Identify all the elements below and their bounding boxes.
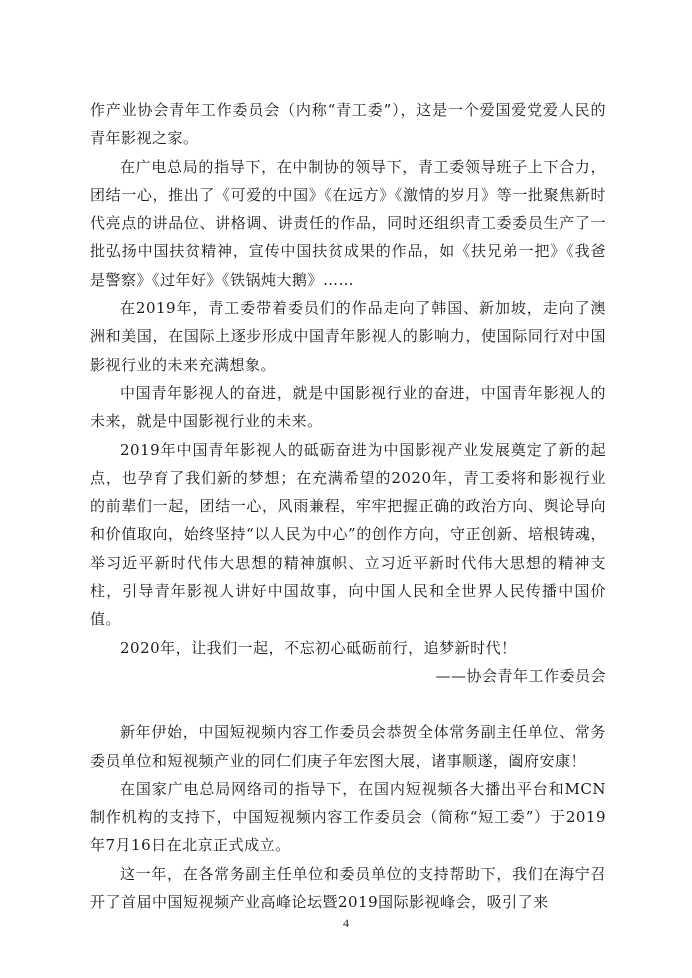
paragraph-youth-progress: 中国青年影视人的奋进，就是中国影视行业的奋进，中国青年影视人的未来，就是中国影视行业的未来。 (90, 383, 606, 431)
paragraph-2020-call: 2020年，让我们一起，不忘初心砥砺前行，追梦新时代！ (120, 638, 517, 657)
page-number: 4 (343, 916, 349, 930)
paragraph-2019-international: 在2019年，青工委带着委员们的作品走向了韩国、新加坡，走向了澳洲和美国，在国际上逐步形成中国青年影视人的影响力，使国际同行对中国影视行业的未来充满想象。 (90, 299, 606, 374)
signature-youth-committee: ——协会青年工作委员会 (435, 666, 606, 685)
page-content (90, 96, 606, 916)
paragraph-this-year: 这一年，在各常务副主任单位和委员单位的支持帮助下，我们在海宁召开了首届中国短视频产业高峰论坛暨2019国际影视峰会，吸引了来 (90, 864, 606, 912)
paragraph-guidance: 在广电总局的指导下，在中制协的领导下，青工委领导班子上下合力，团结一心，推出了《可爱的中国》《在远方》《激情的岁月》等一批聚焦新时代亮点的讲品位、讲格调、讲责任的作品，同时还组织青工委委员生产了一批弘扬中国扶贫精神，宣传中国扶贫成果的作品，如《扶兄弟一把》《我爸是警察》《过年好》《铁锅炖大鹅》…… (90, 157, 606, 289)
paragraph-founding: 在国家广电总局网络司的指导下，在国内短视频各大播出平台和MCN制作机构的支持下，中国短视频内容工作委员会（简称“短工委”）于2019年7月16日在北京正式成立。 (90, 779, 606, 855)
paragraph-new-year-greeting: 新年伊始，中国短视频内容工作委员会恭贺全体常务副主任单位、常务委员单位和短视频产业的同仁们庚子年宏图大展，诸事顺遂，阖府安康！ (90, 723, 606, 770)
paragraph-2019-foundation: 2019年中国青年影视人的砥砺奋进为中国影视产业发展奠定了新的起点，也孕育了我们新的梦想；在充满希望的2020年，青工委将和影视行业的前辈们一起，团结一心，风雨兼程，牢牢把握正确的政治方向、舆论导向和价值取向，始终坚持“以人民为中心”的创作方向，守正创新、培根铸魂，举习近平新时代伟大思想的精神旗帜、立习近平新时代伟大思想的精神支柱，引导青年影视人讲好中国故事，向中国人民和全世界人民传播中国价值。 (90, 440, 606, 629)
paragraph-continuation: 作产业协会青年工作委员会（内称“青工委”），这是一个爱国爱党爱人民的青年影视之家。 (90, 101, 606, 148)
section-gap (90, 690, 606, 718)
